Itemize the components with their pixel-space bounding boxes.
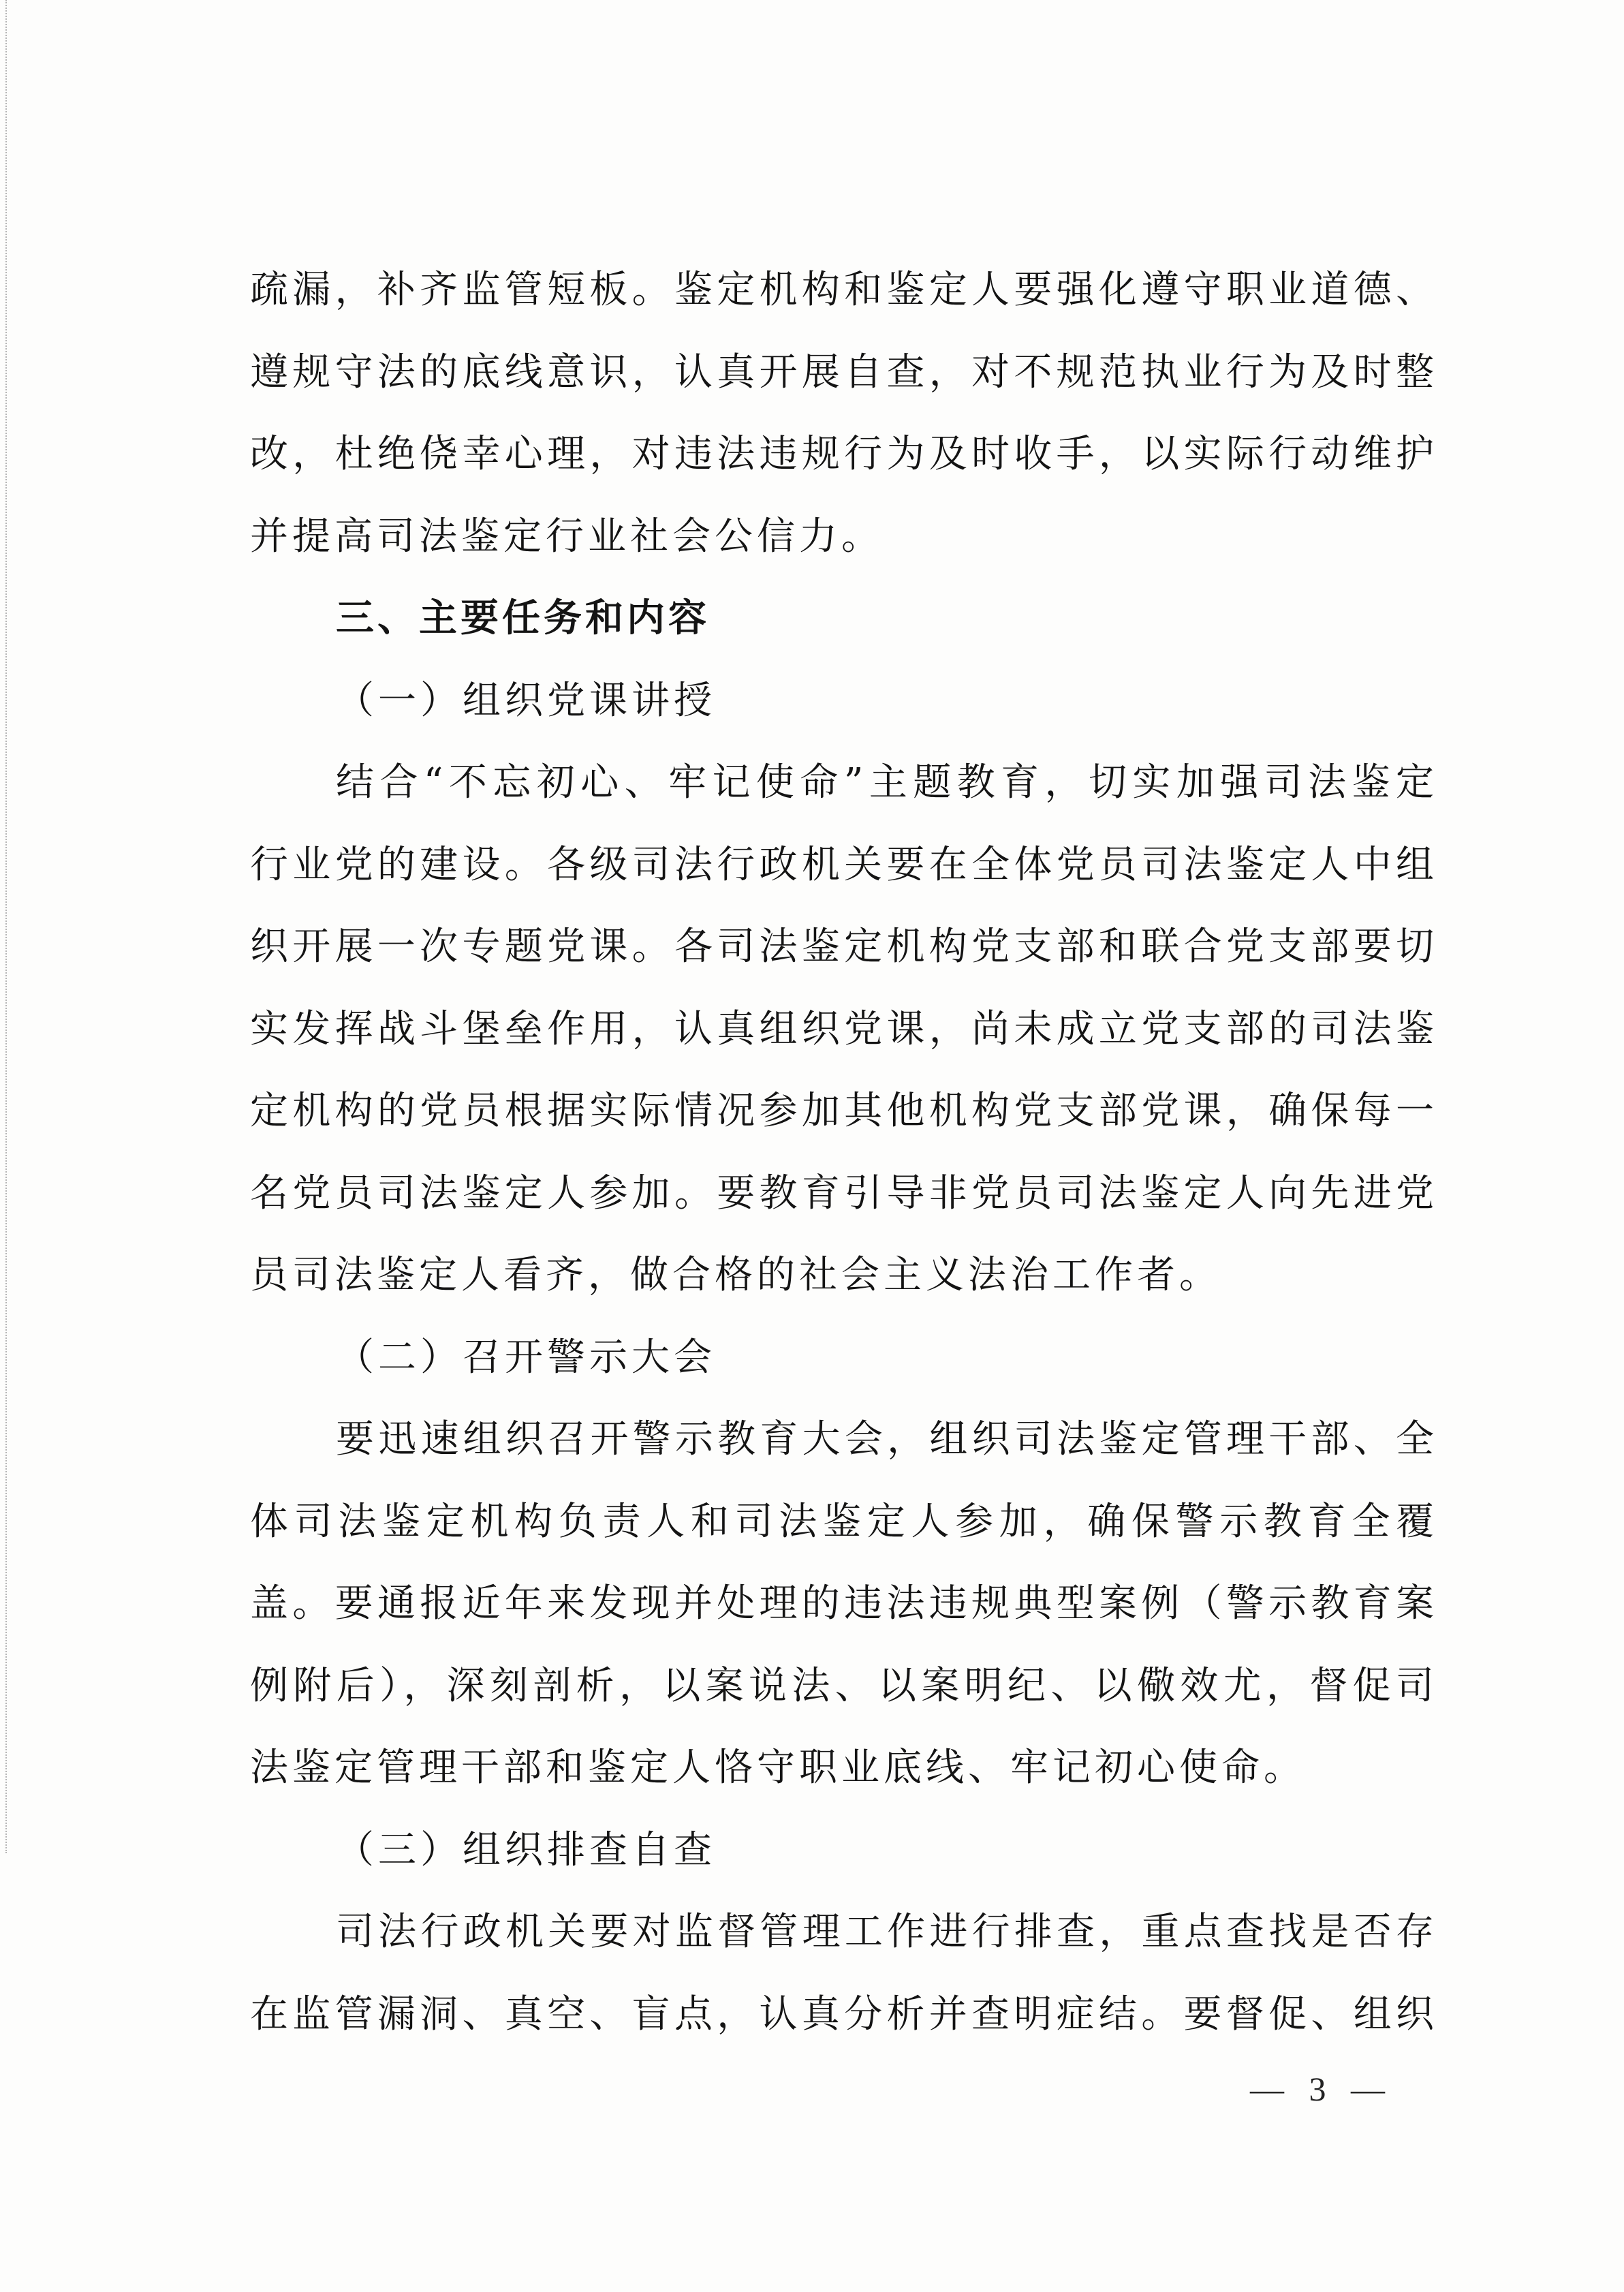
body-line: 要迅速组织召开警示教育大会，组织司法鉴定管理干部、全 <box>336 1417 1434 1461</box>
subsection-heading: （三）组织排查自查 <box>336 1827 716 1872</box>
scan-edge-mark <box>5 0 7 1853</box>
body-line: 遵规守法的底线意识，认真开展自查，对不规范执业行为及时整 <box>250 350 1434 394</box>
subsection-heading: （一）组织党课讲授 <box>336 678 716 723</box>
document-body <box>250 249 1434 2056</box>
page-number: — 3 — <box>1250 2070 1393 2108</box>
body-line: 织开展一次专题党课。各司法鉴定机构党支部和联合党支部要切 <box>250 925 1434 969</box>
body-line: 体司法鉴定机构负责人和司法鉴定人参加，确保警示教育全覆 <box>250 1499 1434 1544</box>
body-line: 实发挥战斗堡垒作用，认真组织党课，尚未成立党支部的司法鉴 <box>250 1006 1434 1051</box>
body-line: 盖。要通报近年来发现并处理的违法违规典型案例（警示教育案 <box>250 1581 1434 1626</box>
body-line: 法鉴定管理干部和鉴定人恪守职业底线、牢记初心使命。 <box>250 1746 1306 1790</box>
body-line: 名党员司法鉴定人参加。要教育引导非党员司法鉴定人向先进党 <box>250 1171 1434 1215</box>
body-line: 员司法鉴定人看齐，做合格的社会主义法治工作者。 <box>250 1253 1221 1297</box>
body-line: 并提高司法鉴定行业社会公信力。 <box>250 514 884 559</box>
body-line: 疏漏，补齐监管短板。鉴定机构和鉴定人要强化遵守职业道德、 <box>250 268 1434 312</box>
subsection-heading: （二）召开警示大会 <box>336 1335 716 1380</box>
section-heading: 三、主要任务和内容 <box>336 596 710 640</box>
body-line: 结合“不忘初心、牢记使命”主题教育，切实加强司法鉴定 <box>336 760 1434 805</box>
body-line: 改，杜绝侥幸心理，对违法违规行为及时收手，以实际行动维护 <box>250 432 1434 476</box>
body-line: 在监管漏洞、真空、盲点，认真分析并查明症结。要督促、组织 <box>250 1992 1434 2037</box>
body-line: 定机构的党员根据实际情况参加其他机构党支部党课，确保每一 <box>250 1089 1434 1133</box>
body-line: 例附后），深刻剖析，以案说法、以案明纪、以儆效尤，督促司 <box>250 1663 1434 1708</box>
body-line: 司法行政机关要对监督管理工作进行排查，重点查找是否存 <box>336 1910 1434 1954</box>
body-line: 行业党的建设。各级司法行政机关要在全体党员司法鉴定人中组 <box>250 842 1434 887</box>
